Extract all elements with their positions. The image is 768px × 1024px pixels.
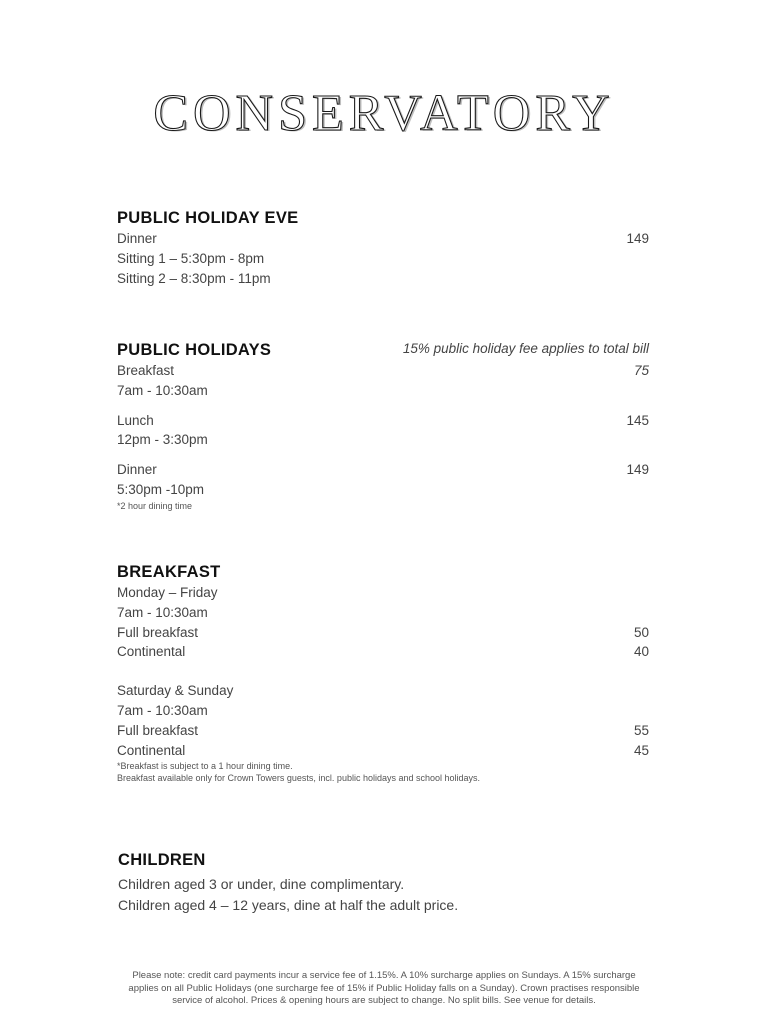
menu-row-full-breakfast bbox=[117, 721, 649, 741]
footer-line-3: service of alcohol. Prices & opening hours are subject to change. No split bills. See venue for details. bbox=[172, 995, 596, 1006]
item-price: 50 bbox=[633, 624, 649, 640]
item-price: 45 bbox=[633, 742, 649, 758]
item-price: 149 bbox=[626, 462, 649, 478]
item-time: 12pm - 3:30pm bbox=[117, 432, 208, 448]
item-label: Full breakfast bbox=[117, 624, 199, 640]
footer-line-2: applies on all Public Holidays (one surcharge fee of 15% if Public Holiday falls on a Sunday). Crown practises responsible bbox=[128, 982, 640, 994]
section-heading: BREAKFAST bbox=[117, 563, 221, 581]
section-heading: CHILDREN bbox=[118, 851, 206, 869]
dining-time-note: *2 hour dining time bbox=[117, 500, 193, 511]
menu-row-lunch bbox=[117, 411, 649, 431]
weekday-time: 7am - 10:30am bbox=[117, 604, 208, 620]
item-label: Continental bbox=[117, 644, 186, 660]
sitting-1: Sitting 1 – 5:30pm - 8pm bbox=[117, 250, 265, 266]
section-public-holidays bbox=[117, 339, 649, 512]
section-children bbox=[118, 849, 650, 915]
children-line-2: Children aged 4 – 12 years, dine at half the adult price. bbox=[118, 896, 459, 913]
weekday-days: Monday – Friday bbox=[117, 585, 218, 600]
menu-row-continental bbox=[117, 741, 649, 761]
menu-row-dinner bbox=[117, 229, 649, 249]
footer-disclaimer bbox=[112, 970, 656, 1008]
item-time: 5:30pm -10pm bbox=[117, 481, 205, 497]
item-price: 40 bbox=[633, 644, 649, 660]
holiday-fee-note: 15% public holiday fee applies to total bill bbox=[402, 341, 649, 356]
section-heading: PUBLIC HOLIDAY EVE bbox=[117, 209, 299, 227]
menu-row-continental bbox=[117, 642, 649, 662]
menu-row-full-breakfast bbox=[117, 623, 649, 643]
breakfast-note-1: *Breakfast is subject to a 1 hour dining time. bbox=[117, 761, 293, 772]
breakfast-note-2: Breakfast available only for Crown Towers guests, incl. public holidays and school holidays. bbox=[117, 773, 481, 784]
item-price: 145 bbox=[626, 412, 649, 428]
item-price: 149 bbox=[626, 231, 649, 246]
item-label: Dinner bbox=[117, 462, 157, 478]
section-breakfast bbox=[117, 561, 649, 784]
item-label: Breakfast bbox=[117, 363, 175, 378]
item-label: Continental bbox=[117, 742, 186, 758]
menu-row-dinner bbox=[117, 460, 649, 480]
item-label: Lunch bbox=[117, 412, 154, 428]
children-line-1: Children aged 3 or under, dine complimentary. bbox=[118, 876, 405, 892]
weekend-days: Saturday & Sunday bbox=[117, 683, 234, 699]
item-time: 7am - 10:30am bbox=[117, 382, 208, 398]
sitting-2: Sitting 2 – 8:30pm - 11pm bbox=[117, 270, 271, 286]
item-price: 55 bbox=[633, 722, 649, 738]
section-public-holiday-eve bbox=[117, 207, 649, 288]
footer-line-1: Please note: credit card payments incur a service fee of 1.15%. A 10% surcharge applies on Sundays. A 15% surcharge bbox=[132, 970, 636, 981]
menu-row-breakfast bbox=[117, 361, 649, 381]
item-label: Full breakfast bbox=[117, 722, 199, 738]
item-label: Dinner bbox=[117, 231, 157, 246]
weekend-time: 7am - 10:30am bbox=[117, 702, 208, 718]
item-price: 75 bbox=[633, 363, 649, 378]
venue-title: CONSERVATORY bbox=[153, 85, 615, 142]
section-heading: PUBLIC HOLIDAYS bbox=[117, 341, 272, 359]
